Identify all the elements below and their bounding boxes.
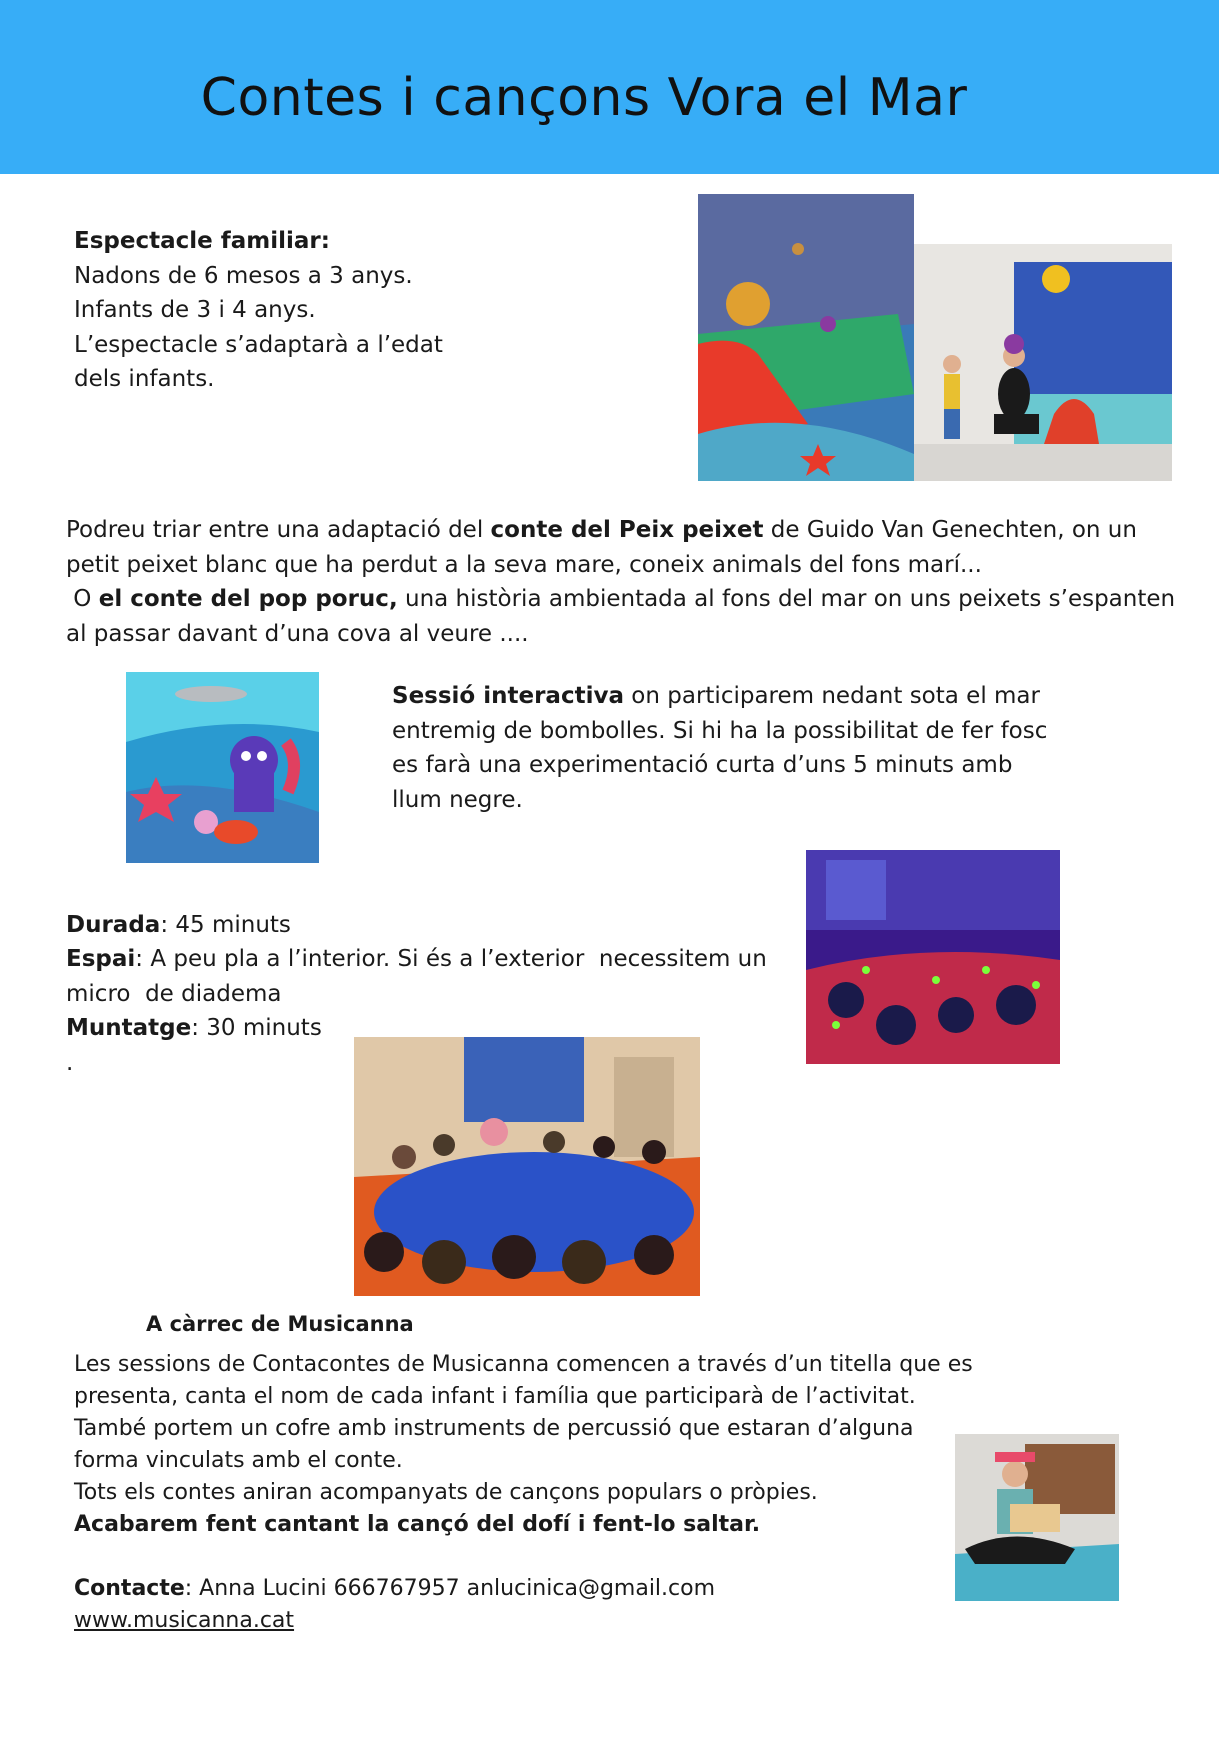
description-line: presenta, canta el nom de cada infant i família que participarà de l’activitat.: [74, 1384, 916, 1409]
page-title: Contes i cançons Vora el Mar: [200, 68, 968, 128]
duration-row: Durada: 45 minuts: [66, 912, 291, 938]
audience-line: dels infants.: [74, 366, 215, 392]
details-dot: .: [66, 1050, 74, 1076]
photo-black-light-session: [806, 850, 1060, 1064]
story-line-1: Podreu triar entre una adaptació del conte del Peix peixet de Guido Van Genechten, on un: [66, 517, 1137, 543]
audience-label: Espectacle familiar:: [74, 228, 330, 254]
website-link[interactable]: www.musicanna.cat: [74, 1608, 295, 1633]
photo-felt-sea-puppets: [126, 672, 319, 863]
photo-children-circle: [354, 1037, 700, 1296]
audience-line: L’espectacle s’adaptarà a l’edat: [74, 332, 443, 358]
photo-performer-with-child: [914, 244, 1172, 481]
space-row: Espai: A peu pla a l’interior. Si és a l’exterior necessitem un: [66, 946, 767, 972]
description-line: També portem un cofre amb instruments de percussió que estaran d’alguna: [74, 1416, 914, 1441]
session-line-4: llum negre.: [392, 787, 523, 813]
photo-sea-stage-set: [698, 194, 914, 481]
session-line-3: es farà una experimentació curta d’uns 5 minuts amb: [392, 752, 1013, 778]
description-line: forma vinculats amb el conte.: [74, 1448, 403, 1473]
audience-line: Infants de 3 i 4 anys.: [74, 297, 316, 323]
description-closing: Acabarem fent cantant la cançó del dofí i fent-lo saltar.: [74, 1512, 761, 1537]
setup-row: Muntatge: 30 minuts: [66, 1015, 322, 1041]
session-line-2: entremig de bombolles. Si hi ha la possibilitat de fer fosc: [392, 718, 1048, 744]
description-line: Tots els contes aniran acompanyats de cançons populars o pròpies.: [74, 1480, 818, 1505]
photo-performer-with-chest: [955, 1434, 1119, 1601]
website-link-row: [74, 1605, 294, 1637]
space-row-cont: micro de diadema: [66, 981, 282, 1007]
session-line-1: Sessió interactiva on participarem nedant sota el mar: [392, 683, 1040, 709]
contact-row: Contacte: Anna Lucini 666767957 anlucinica@gmail.com: [74, 1576, 716, 1601]
header-banner: [0, 0, 1219, 174]
description-line: Les sessions de Contacontes de Musicanna comencen a través d’un titella que es: [74, 1352, 973, 1377]
story-line-2: petit peixet blanc que ha perdut a la seva mare, coneix animals del fons marí...: [66, 552, 982, 578]
audience-line: Nadons de 6 mesos a 3 anys.: [74, 263, 413, 289]
story-line-4: al passar davant d’una cova al veure ....: [66, 621, 529, 647]
story-line-3: O el conte del pop poruc, una història ambientada al fons del mar on uns peixets s’espanten: [66, 586, 1176, 612]
byline: A càrrec de Musicanna: [146, 1312, 414, 1336]
